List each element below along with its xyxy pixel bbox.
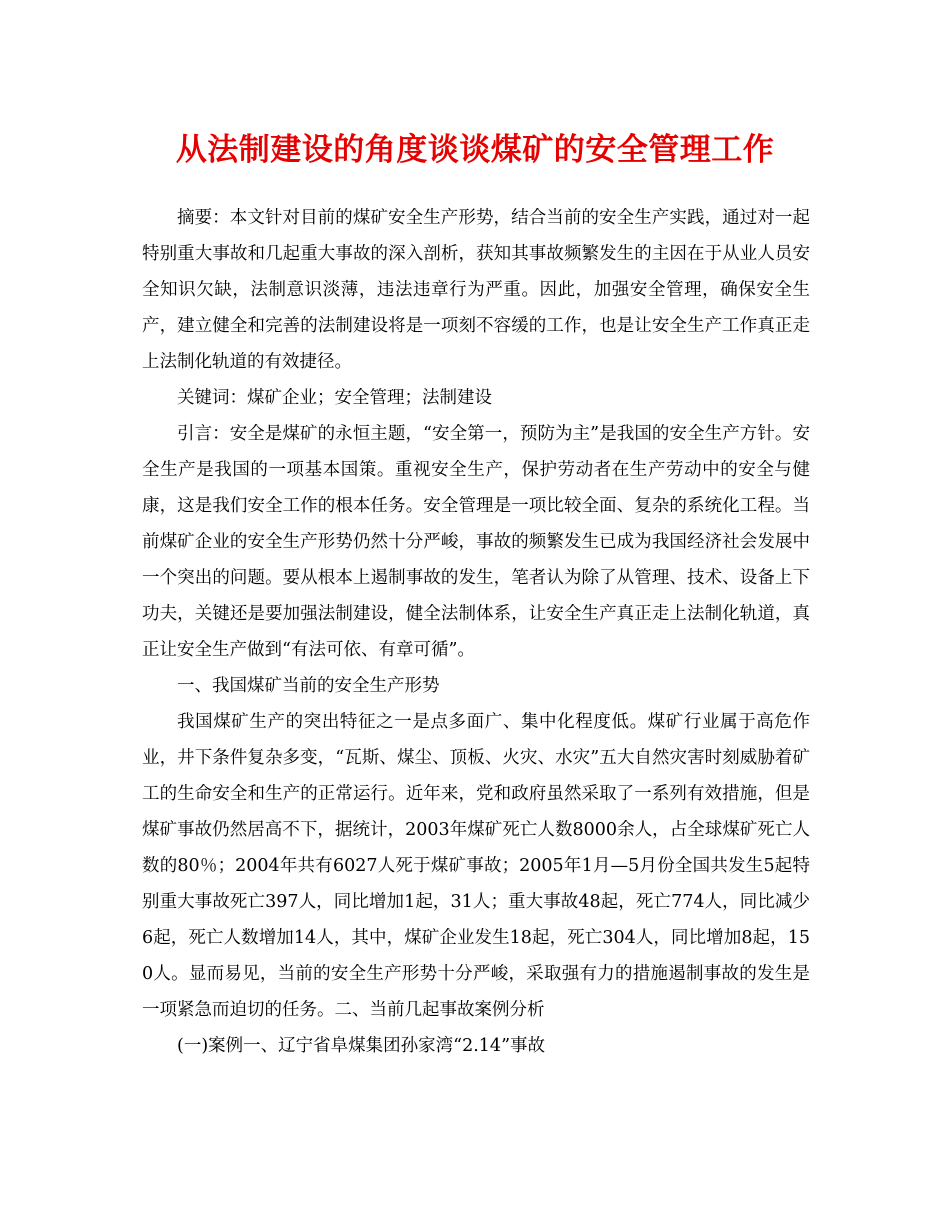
introduction-paragraph: 引言：安全是煤矿的永恒主题，“安全第一，预防为主”是我国的安全生产方针。安全生产是我国的一项基本国策。重视安全生产，保护劳动者在生产劳动中的安全与健康，这是我们安全工作的根本任务。安全管理是一项比较全面、复杂的系统化工程。当前煤矿企业的安全生产形势仍然十分严峻，事故的频繁发生已成为我国经济社会发展中一个突出的问题。要从根本上遏制事故的发生，笔者认为除了从管理、技术、设备上下功夫，关键还是要加强法制建设，健全法制体系，让安全生产真正走上法制化轨道，真正让安全生产做到“有法可依、有章可循”。 bbox=[142, 424, 810, 660]
abstract-paragraph: 摘要：本文针对目前的煤矿安全生产形势，结合当前的安全生产实践，通过对一起特别重大事故和几起重大事故的深入剖析，获知其事故频繁发生的主因在于从业人员安全知识欠缺，法制意识淡薄，违法违章行为严重。因此，加强安全管理，确保安全生产，建立健全和完善的法制建设将是一项刻不容缓的工作，也是让安全生产工作真正走上法制化轨道的有效捷径。 bbox=[142, 208, 810, 372]
section-1-paragraph: 我国煤矿生产的突出特征之一是点多面广、集中化程度低。煤矿行业属于高危作业，井下条件复杂多变，“瓦斯、煤尘、顶板、火灾、水灾”五大自然灾害时刻威胁着矿工的生命安全和生产的正常运行。近年来，党和政府虽然采取了一系列有效措施，但是煤矿事故仍然居高不下，据统计，2003年煤矿死亡人数8000余人，占全球煤矿死亡人数的80％；2004年共有6027人死于煤矿事故；2005年1月—5月份全国共发生5起特别重大事故死亡397人，同比增加1起，31人；重大事故48起，死亡774人，同比减少6起，死亡人数增加14人，其中，煤矿企业发生18起，死亡304人，同比增加8起，150人。显而易见，当前的安全生产形势十分严峻，采取强有力的措施遏制事故的发生是一项紧急而迫切的任务。二、当前几起事故案例分析 bbox=[142, 712, 810, 1020]
document-title: 从法制建设的角度谈谈煤矿的安全管理工作 bbox=[175, 132, 775, 168]
keywords-paragraph: 关键词：煤矿企业；安全管理；法制建设 bbox=[177, 388, 492, 408]
section-heading-1: 一、我国煤矿当前的安全生产形势 bbox=[177, 676, 440, 696]
document-body bbox=[142, 200, 810, 1064]
case-heading-1: (一)案例一、辽宁省阜煤集团孙家湾“2.14”事故 bbox=[177, 1036, 546, 1056]
